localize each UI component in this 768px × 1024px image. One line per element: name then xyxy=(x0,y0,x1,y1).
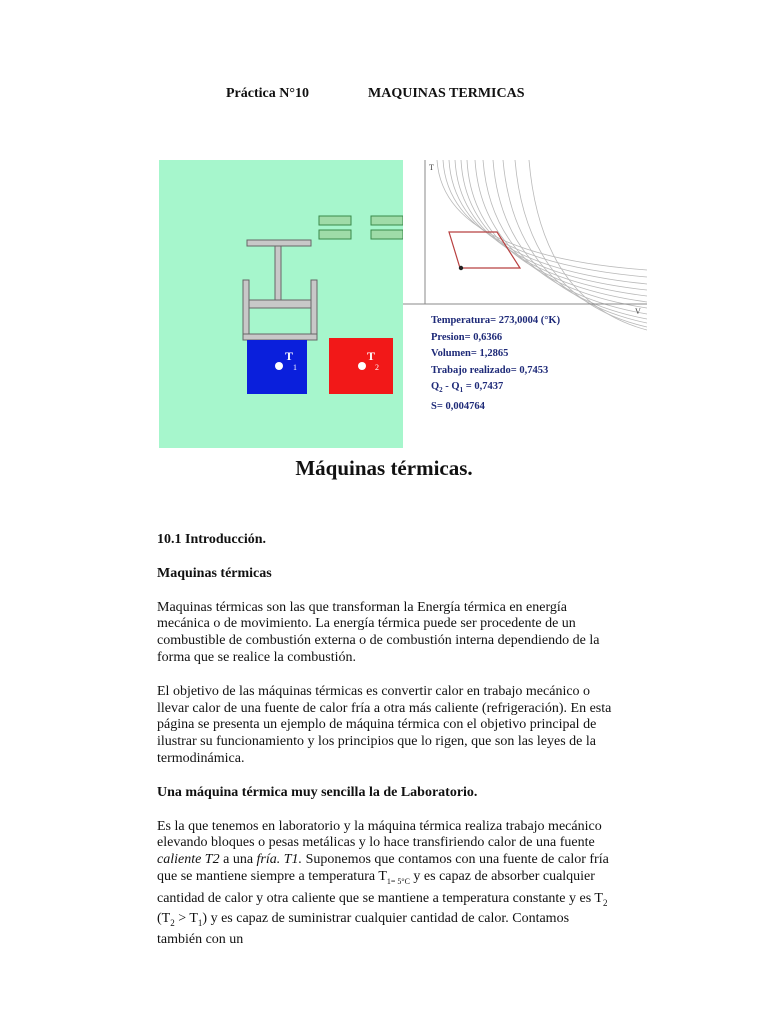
readout-heat-difference: $Q_2 - Q_1 = 0,7437$ xyxy=(431,381,504,395)
weight-block xyxy=(371,230,403,239)
weight-block xyxy=(319,230,351,239)
hot-reservoir-marker xyxy=(358,362,366,370)
subheading-heat-engines: Maquinas térmicas xyxy=(157,565,272,581)
readout-temperature: Temperatura= 273,0004 (°K) xyxy=(431,315,561,326)
piston-rod xyxy=(275,246,281,302)
readout-pressure: Presion= 0,6366 xyxy=(431,331,503,343)
lab-heading: Una máquina térmica muy sencilla la de Laboratorio. xyxy=(157,784,478,800)
t2-label: T xyxy=(367,349,376,363)
t1-subscript: 1 xyxy=(293,363,297,372)
t2-subscript: 2 xyxy=(375,363,379,372)
engine-readout xyxy=(431,313,560,415)
practice-topic: MAQUINAS TERMICAS xyxy=(368,86,525,101)
cylinder-base xyxy=(243,334,317,340)
weight-block xyxy=(319,216,351,225)
t1-label: T xyxy=(285,349,294,363)
readout-volume: Volumen= 1,2865 xyxy=(431,348,509,359)
intro-heading: 10.1 Introducción. xyxy=(157,532,267,547)
paragraph-lab-engine: Es la que tenemos en laboratorio y la máquina térmica realiza trabajo mecánico elevando bloques o pesas metálicas y lo hace transfiriendo calor de una fuente caliente T2 a una fría. T1. Suponemos que contamos con una fuente de calor fría que se mantiene siempre a temperatura $T_{1= 5^\circ C}$ y es capaz de absorber cualquier cantidad de calor y otra caliente que se mantiene a temperatura constante y es $T_2$ $(T_2 > T_1)$ y es capaz de suministrar cualquier cantidad de calor. Contamos también con un xyxy=(157,818,609,947)
cold-reservoir-marker xyxy=(275,362,283,370)
paragraph-objective: El objetivo de las máquinas térmicas es convertir calor en trabajo mecánico o llevar calor de una fuente de calor fría a otra más caliente (refrigeración). En esta página se presenta un ejemplo de máquina térmica con el objetivo principal de ilustrar su funcionamiento y los principios que lo rigen, que son las leyes de la termodinámica. xyxy=(157,683,612,766)
practice-number: Práctica N°10 xyxy=(226,86,309,101)
cylinder-wall xyxy=(311,280,317,340)
heat-engine-figure xyxy=(159,160,647,448)
engine-drawing xyxy=(159,160,403,448)
page-title: Máquinas térmicas. xyxy=(295,456,473,480)
paragraph-definition: Maquinas térmicas son las que transforman la Energía térmica en energía mecánica o de movimiento. La energía térmica puede ser procedente de un combustible de combustión externa o de combustión interna dependiendo de la forma que se realice la combustión. xyxy=(157,599,600,665)
readout-work: Trabajo realizado= 0,7453 xyxy=(431,364,549,376)
platform xyxy=(247,240,311,246)
cylinder-wall xyxy=(243,280,249,340)
document-body xyxy=(157,532,617,949)
piston xyxy=(249,300,311,308)
engine-simulation xyxy=(159,160,403,448)
axis-v-label: V xyxy=(635,307,641,316)
weight-block xyxy=(371,216,403,225)
axis-t-label: T xyxy=(429,163,434,172)
readout-entropy: S= 0,004764 xyxy=(431,400,485,412)
current-state-point xyxy=(459,266,463,270)
